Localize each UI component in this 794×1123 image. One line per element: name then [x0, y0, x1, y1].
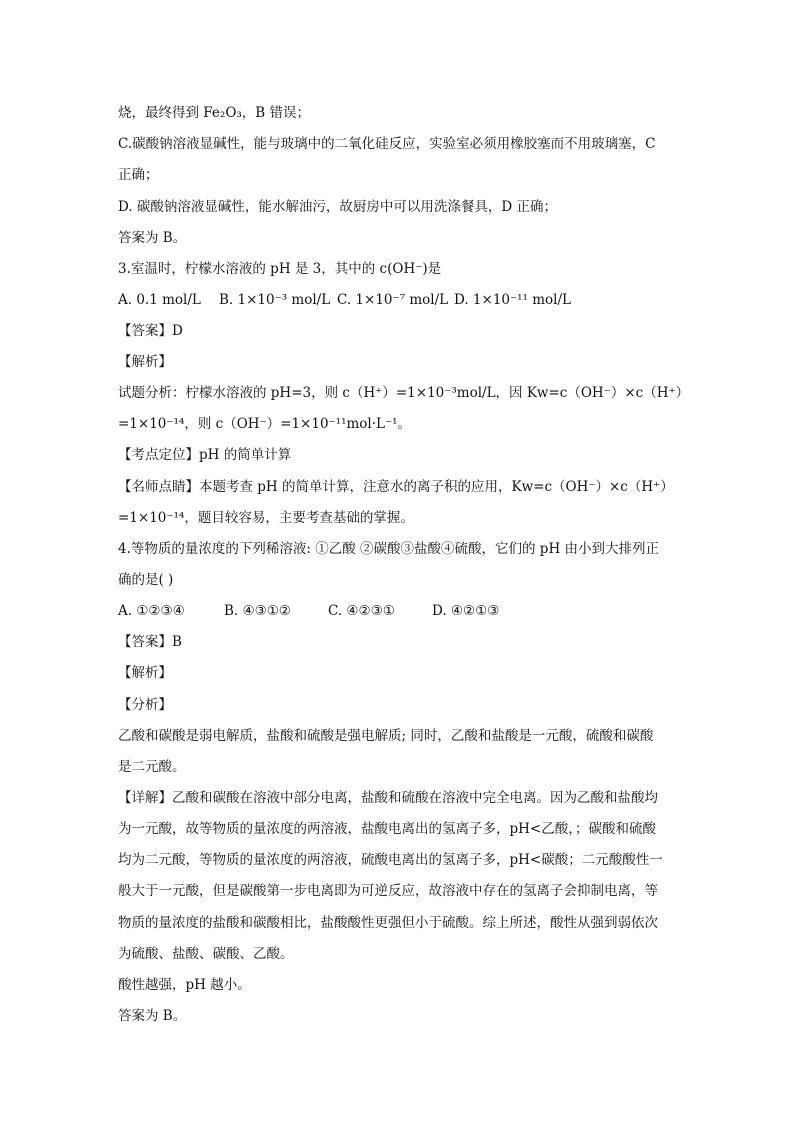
q4-xiangjie-line3: 均为二元酸，等物质的量浓度的两溶液，硫酸电离出的氢离子多，pH<碳酸；二元酸酸性一	[118, 852, 663, 868]
q3-analysis-line1: 试题分析：柠檬水溶液的 pH=3，则 c（H⁺）=1×10⁻³mol/L，因 Kw=c（OH⁻）×c（H⁺）	[118, 385, 690, 401]
q4-option-d: D. ④②①③	[432, 603, 500, 619]
q4-xiangjie-line6: 为硫酸、盐酸、碳酸、乙酸。	[118, 946, 294, 962]
q3-answer: 【答案】D	[118, 323, 183, 339]
q3-option-d: D. 1×10⁻¹¹ mol/L	[454, 292, 572, 308]
q3-mingshi-line1: 【名师点睛】本题考查 pH 的简单计算，注意水的离子积的应用，Kw=c（OH⁻）×c（H⁺）	[118, 479, 674, 495]
q4-options	[118, 602, 499, 620]
q2-option-b-tail: 烧，最终得到 Fe₂O₃，B 错误；	[118, 105, 311, 121]
q3-analysis-label: 【解析】	[118, 354, 172, 370]
q4-analysis-label: 【解析】	[118, 665, 172, 681]
q3-option-a: A. 0.1 mol/L	[118, 292, 201, 308]
q2-option-d: D. 碳酸钠溶液显碱性，能水解油污，故厨房中可以用洗涤餐具，D 正确；	[118, 199, 558, 215]
q4-fenxi-label: 【分析】	[118, 697, 172, 713]
q3-kaodian: 【考点定位】pH 的简单计算	[118, 447, 292, 463]
q4-xiangjie-line2: 为一元酸，故等物质的量浓度的两溶液，盐酸电离出的氢离子多，pH<乙酸，；碳酸和硫酸	[118, 821, 656, 837]
q4-option-a: A. ①②③④	[118, 603, 185, 619]
q4-fenxi-line1: 乙酸和碳酸是弱电解质，盐酸和硫酸是强电解质; 同时，乙酸和盐酸是一元酸，硫酸和碳酸	[118, 728, 654, 744]
q4-option-c: C. ④②③①	[328, 603, 395, 619]
q4-xiangjie-line1: 【详解】乙酸和碳酸在溶液中部分电离，盐酸和硫酸在溶液中完全电离。因为乙酸和盐酸均	[118, 790, 658, 806]
q4-answer: 【答案】B	[118, 634, 182, 650]
q3-option-c: C. 1×10⁻⁷ mol/L	[337, 292, 449, 308]
q4-conclusion: 酸性越强，pH 越小。	[118, 977, 251, 993]
q3-options	[118, 291, 571, 309]
q4-stem-line1: 4.等物质的量浓度的下列稀溶液: ①乙酸 ②碳酸③盐酸④硫酸，它们的 pH 由小到大排列正	[118, 541, 660, 557]
q2-option-c-line2: 正确；	[118, 167, 159, 183]
q3-mingshi-line2: =1×10⁻¹⁴，题目较容易，主要考查基础的掌握。	[118, 510, 414, 526]
q3-analysis-line2: =1×10⁻¹⁴，则 c（OH⁻）=1×10⁻¹¹mol·L⁻¹。	[118, 416, 412, 432]
q4-final-answer: 答案为 B。	[118, 1008, 187, 1024]
q4-option-b: B. ④③①②	[224, 603, 291, 619]
q4-xiangjie-line5: 物质的量浓度的盐酸和碳酸相比，盐酸酸性更强但小于硫酸。综上所述，酸性从强到弱依次	[118, 915, 658, 931]
q3-option-b: B. 1×10⁻³ mol/L	[219, 292, 331, 308]
q3-stem: 3.室温时，柠檬水溶液的 pH 是 3，其中的 c(OH⁻)是	[118, 261, 442, 277]
q2-option-c-line1: C.碳酸钠溶液显碱性，能与玻璃中的二氧化硅反应，实验室必须用橡胶塞而不用玻璃塞，C	[118, 136, 656, 152]
q2-answer: 答案为 B。	[118, 230, 187, 246]
q4-stem-line2: 确的是( )	[118, 572, 174, 588]
q4-xiangjie-line4: 般大于一元酸，但是碳酸第一步电离即为可逆反应，故溶液中存在的氢离子会抑制电离，等	[118, 883, 658, 899]
q4-fenxi-line2: 是二元酸。	[118, 759, 186, 775]
